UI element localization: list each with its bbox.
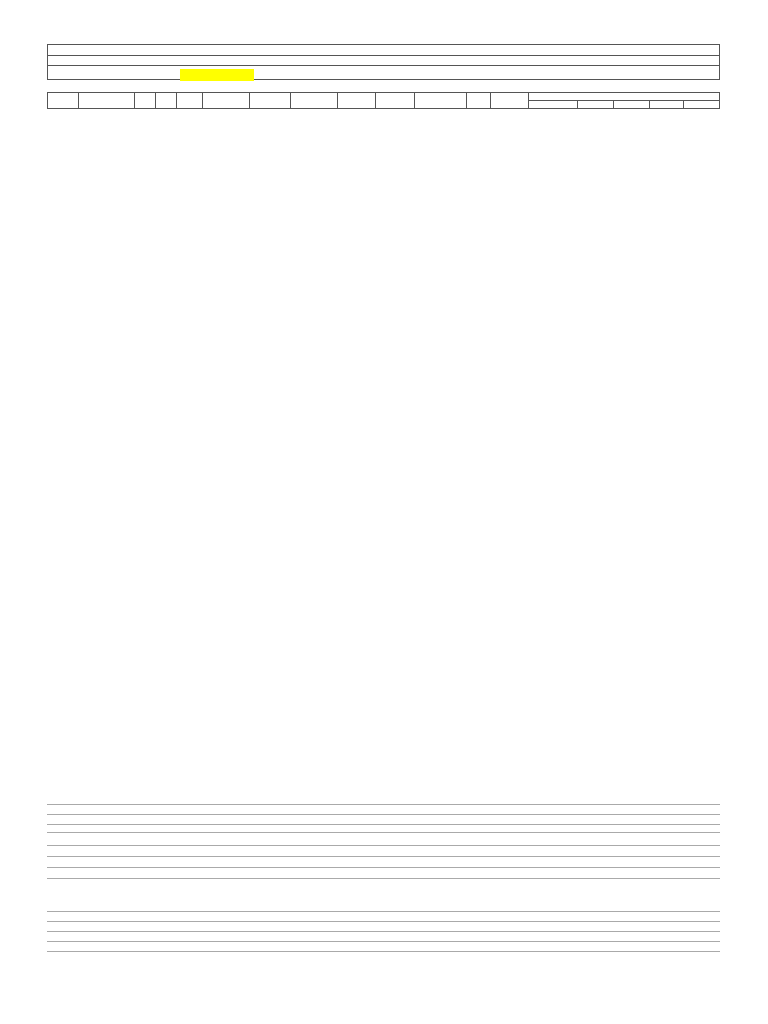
- note-item: [47, 849, 720, 857]
- header-dp: [338, 93, 376, 109]
- header-garage: [48, 93, 79, 109]
- header-unit-type: [78, 93, 135, 109]
- header-fa: [176, 93, 203, 109]
- header-reservation-fee: [376, 93, 415, 109]
- notes-label: [47, 825, 720, 833]
- requirement-item: [47, 934, 720, 942]
- header-lot-area: [156, 93, 177, 109]
- note-item: [47, 860, 720, 868]
- header-net-selling-price: [290, 93, 337, 109]
- requirement-item: [47, 924, 720, 932]
- requirement-item: [47, 944, 720, 952]
- header-bank-financing: [529, 93, 720, 101]
- finish-badge: [180, 69, 254, 81]
- header-15-yrs: [649, 101, 683, 109]
- bank-factor-rates: [382, 811, 437, 820]
- table-header: [47, 92, 720, 109]
- header-5-yrs: [577, 101, 613, 109]
- header-10-yrs: [613, 101, 649, 109]
- header-months-to-pay: [466, 93, 491, 109]
- note-item: [47, 871, 720, 879]
- project-title: [47, 44, 720, 56]
- header-discount: [249, 93, 290, 109]
- header-net-dp: [415, 93, 466, 109]
- note-item: [47, 838, 720, 846]
- bank-factor-title: [382, 811, 437, 820]
- as-of-date: [47, 66, 720, 80]
- footer-notes: [47, 797, 720, 1007]
- header-unit: [135, 93, 156, 109]
- header-total-selling-price: [203, 93, 249, 109]
- header-20-yrs: [683, 101, 719, 109]
- requirement-item: [47, 914, 720, 922]
- project-address: [47, 56, 720, 66]
- header-monthly: [491, 93, 529, 109]
- header-balance: [529, 101, 577, 109]
- requirements-label: [47, 904, 720, 912]
